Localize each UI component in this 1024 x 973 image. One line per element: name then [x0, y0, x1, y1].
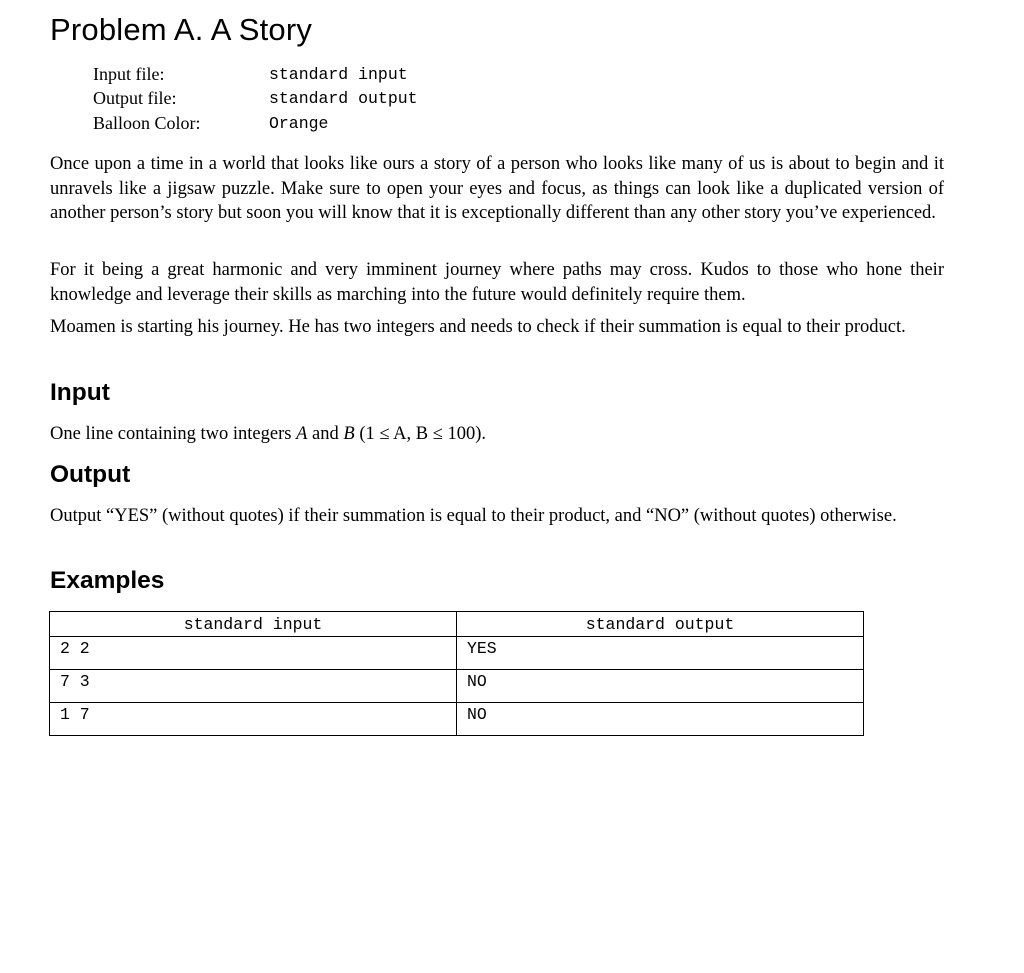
statement-paragraph-1: Once upon a time in a world that looks like ours a story of a person who looks like many of us is about to begin and it unravels like a jigsaw puzzle. Make sure to open your eyes and focus, as things can look like a duplicated version of another person’s story but soon you will know that it is exceptionally different than any other story you’ve experienced.	[50, 154, 944, 223]
problem-meta-table	[93, 62, 418, 136]
column-header-output: standard output	[457, 612, 864, 637]
examples-table	[49, 611, 864, 736]
column-header-input: standard input	[50, 612, 457, 637]
output-heading: Output	[50, 461, 131, 488]
variable-a: A	[296, 424, 308, 444]
examples-header-row	[50, 612, 864, 637]
input-constraint: (1 ≤ A, B ≤ 100)	[359, 424, 482, 444]
meta-label: Input file:	[93, 63, 165, 84]
example-input-cell: 1 7	[50, 703, 457, 736]
meta-label: Output file:	[93, 88, 177, 109]
page-title: Problem A. A Story	[50, 12, 313, 47]
example-output-cell: NO	[457, 703, 864, 736]
meta-value: Orange	[269, 113, 329, 133]
input-text-after: .	[481, 424, 486, 444]
meta-value: standard input	[269, 64, 408, 84]
example-output-cell: NO	[457, 670, 864, 703]
input-text-and: and	[307, 424, 344, 444]
example-input-cell: 7 3	[50, 670, 457, 703]
input-description	[50, 422, 944, 447]
input-heading: Input	[50, 379, 110, 406]
output-description: Output “YES” (without quotes) if their summation is equal to their product, and “NO” (without quotes) otherwise.	[50, 506, 897, 526]
meta-row-balloon-color	[93, 111, 418, 136]
example-input-cell: 2 2	[50, 637, 457, 670]
meta-row-input-file	[93, 62, 418, 87]
table-row	[50, 637, 864, 670]
meta-value: standard output	[269, 89, 418, 109]
input-text-before: One line containing two integers	[50, 424, 297, 444]
statement-paragraph-3: Moamen is starting his journey. He has two integers and needs to check if their summation is equal to their product.	[50, 317, 906, 337]
examples-heading: Examples	[50, 567, 165, 594]
table-row	[50, 703, 864, 736]
table-row	[50, 670, 864, 703]
example-output-cell: YES	[457, 637, 864, 670]
meta-row-output-file	[93, 87, 418, 112]
meta-label: Balloon Color:	[93, 112, 201, 133]
variable-b: B	[343, 424, 355, 444]
statement-paragraph-2: For it being a great harmonic and very imminent journey where paths may cross. Kudos to those who hone their knowledge and leverage their skills as marching into the future would definitely require them.	[50, 260, 944, 305]
